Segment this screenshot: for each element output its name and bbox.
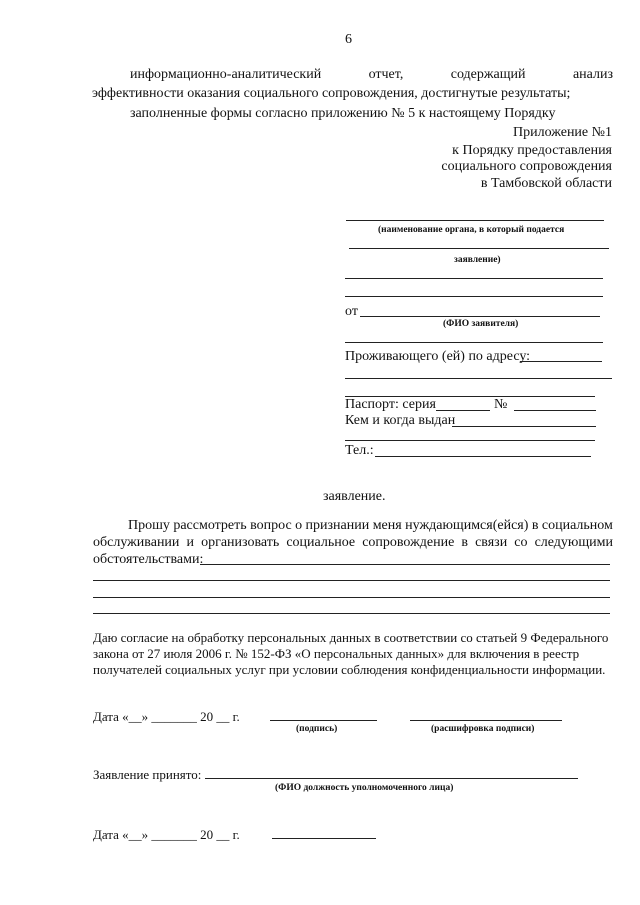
circumstances-line (93, 597, 610, 598)
circumstances-line (200, 564, 610, 565)
org-hint-1: (наименование органа, в который подается (378, 225, 565, 235)
request-line-1 (128, 519, 613, 533)
request-word: Прошу (128, 518, 170, 533)
consent-line-2: закона от 27 июля 2006 г. № 152-ФЗ «О персональных данных» для включения в реестр (93, 646, 580, 661)
accepted-line (205, 778, 578, 779)
residence-label: Проживающего (ей) по адресу: (345, 349, 531, 364)
request-word: сопровождение (362, 535, 455, 550)
request-word: о (295, 518, 303, 533)
header-word: анализ (572, 67, 613, 82)
consent-line-1: Даю согласие на обработку персональных данных в соответствии со статьей 9 Федерального (93, 630, 609, 645)
header-line-3: заполненные формы согласно приложению № 5 к настоящему Порядку (130, 106, 556, 121)
header-word: информационно-аналитический (130, 67, 322, 82)
signature-line (270, 720, 377, 721)
request-word: в (531, 518, 539, 533)
consent-line-3: получателей социальных услуг при условии соблюдения конфиденциальности информации. (93, 662, 606, 677)
circumstances-line (93, 580, 610, 581)
sign-hint: (подпись) (296, 724, 338, 734)
blank-line (345, 440, 595, 441)
request-word: социальном (541, 518, 613, 533)
blank-line (345, 378, 612, 379)
request-word: обслуживании (93, 535, 180, 550)
passport-series-line (436, 410, 490, 411)
request-word: со (514, 535, 528, 550)
issued-label: Кем и когда выдан (345, 413, 456, 428)
accepted-hint: (ФИО должность уполномоченного лица) (275, 783, 454, 793)
request-word: нуждающимся(ейся) (405, 518, 529, 533)
appendix-line-1: к Порядку предоставления (452, 143, 612, 158)
blank-line (345, 342, 603, 343)
request-line-2 (93, 536, 613, 550)
request-word: связи (475, 535, 508, 550)
header-line-2: эффективности оказания социального сопровождения, достигнутые результаты; (92, 86, 571, 101)
request-word: в (461, 535, 468, 550)
request-word: организовать (201, 535, 280, 550)
request-word: вопрос (250, 518, 292, 533)
page-number: 6 (345, 32, 352, 47)
accepted-date-label: Дата «__» _______ 20 __ г. (93, 827, 240, 842)
passport-label: Паспорт: серия (345, 397, 436, 412)
phone-line (375, 456, 591, 457)
appendix-line-3: в Тамбовской области (480, 176, 612, 191)
phone-label: Тел.: (345, 443, 374, 458)
request-word: признании (305, 518, 370, 533)
request-word: и (186, 535, 194, 550)
blank-line (345, 278, 603, 279)
signature-decode-line (410, 720, 562, 721)
document-title: заявление. (323, 489, 386, 504)
request-word: меня (372, 518, 402, 533)
org-name-line-2 (349, 248, 609, 249)
fio-hint: (ФИО заявителя) (443, 319, 519, 329)
header-word: отчет, (368, 67, 404, 82)
decode-hint: (расшифровка подписи) (431, 724, 535, 734)
request-word: следующими (534, 535, 613, 550)
appendix-line-2: социального сопровождения (441, 159, 612, 174)
request-line-3: обстоятельствами: (93, 552, 204, 567)
circumstances-line (93, 613, 610, 614)
request-word: социальное (286, 535, 356, 550)
header-word: содержащий (450, 67, 526, 82)
accepted-signature-line (272, 838, 376, 839)
residence-line (520, 361, 602, 362)
issued-line (452, 426, 596, 427)
passport-no-line (514, 410, 596, 411)
header-line-1 (130, 68, 613, 82)
appendix-title: Приложение №1 (513, 125, 612, 140)
request-word: рассмотреть (173, 518, 247, 533)
org-hint-2: заявление) (454, 255, 501, 265)
from-label: от (345, 304, 358, 319)
accepted-label: Заявление принято: (93, 767, 202, 782)
passport-no-label: № (494, 397, 508, 412)
org-name-line (346, 220, 604, 221)
from-line (360, 316, 600, 317)
date-label: Дата «__» _______ 20 __ г. (93, 709, 240, 724)
blank-line (345, 296, 603, 297)
